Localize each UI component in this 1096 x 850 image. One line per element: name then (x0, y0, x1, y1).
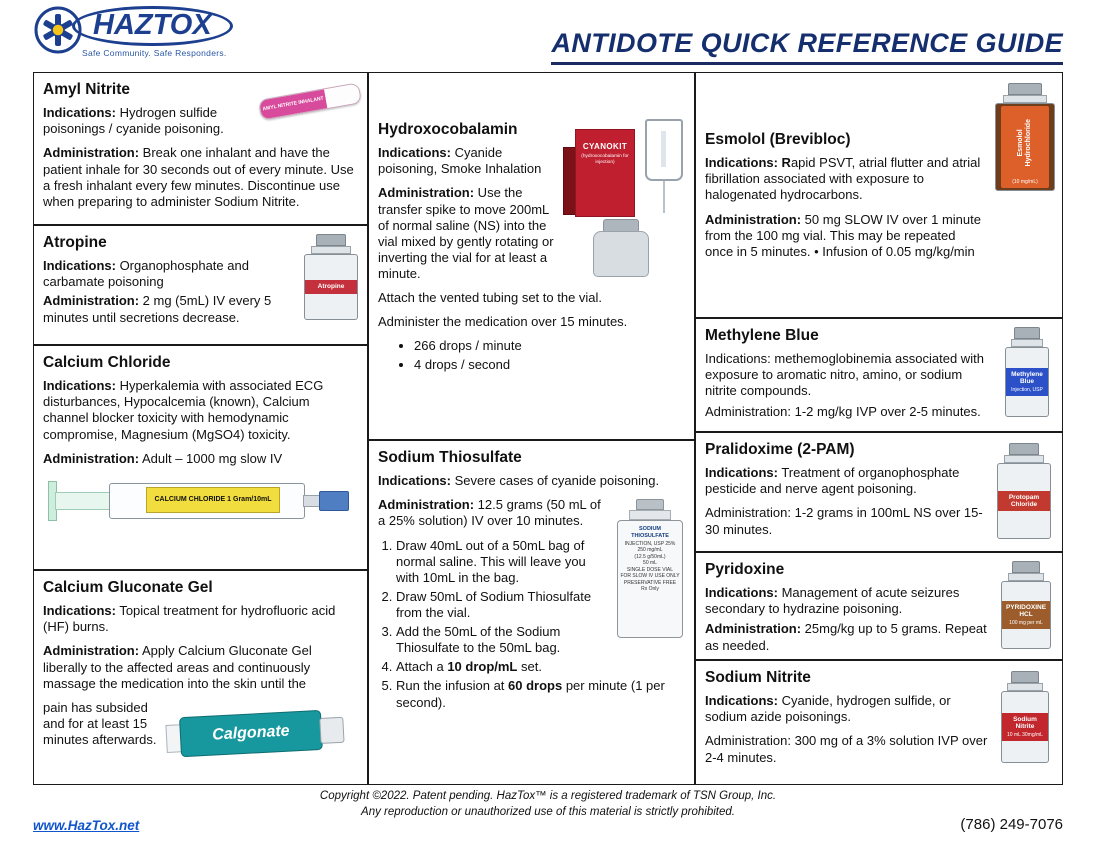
kit-box (575, 129, 635, 217)
iv-bag (645, 119, 683, 181)
vial-neck (311, 246, 350, 254)
vial-shape (998, 443, 1050, 539)
card-methylene-blue (695, 318, 1063, 432)
vial-label (305, 280, 357, 293)
calcium-chloride-image (48, 475, 353, 527)
card-atropine (33, 225, 368, 345)
vial-label-text: Sodium Nitrite (1013, 715, 1037, 731)
text-segment: Add the 50mL of the Sodium Thiosulfate to the 50mL bag. (396, 624, 561, 656)
tube-label: Calgonate (179, 710, 323, 757)
hydroxocobalamin-image (563, 119, 685, 279)
bullets-list (414, 338, 685, 373)
text-segment: Adult – 1000 mg slow IV (139, 450, 283, 466)
vial-label-text: Esmolol Hydrochloride (1016, 119, 1032, 168)
atropine-image (305, 234, 357, 320)
vial-label-line: PRESERVATIVE FREE (623, 579, 677, 586)
calcium-gluconate-gel-image (166, 708, 358, 760)
vial-body (304, 254, 358, 320)
vial-cap (1011, 671, 1038, 683)
text-segment: Administration: (43, 450, 140, 466)
vial-neck (1007, 683, 1042, 691)
text-segment: Topical treatment for hydrofluoric acid (HF) burns. (43, 603, 336, 635)
card-text (43, 293, 280, 325)
iv-bag-fluid (661, 131, 666, 167)
copyright-line2: Any reproduction or unauthorized use of this material is strictly prohibited. (361, 805, 735, 818)
text-segment: Indications: (43, 378, 116, 394)
card-text (705, 465, 987, 497)
vial-neck (1008, 573, 1045, 581)
vial-label (1002, 713, 1048, 741)
website-link[interactable]: www.HazTox.net (33, 818, 140, 833)
text-segment: Indications: (705, 693, 778, 709)
vial-label (1001, 106, 1049, 188)
card-title: Methylene Blue (705, 327, 819, 344)
text-segment: Indications: methemoglobinemia associated with exposure to aromatic nitro, amino, or sodium nitrite compounds. (705, 351, 984, 399)
vial-cap (1012, 561, 1040, 573)
list-item (396, 678, 685, 710)
vial-cap (636, 499, 664, 510)
text-segment: Attach the vented tubing set to the vial. (378, 290, 603, 306)
vial-label-text: Protopam Chloride (1008, 493, 1040, 508)
vial-body (1005, 347, 1049, 417)
text-segment: Indications: (43, 603, 116, 619)
card-text (43, 258, 280, 290)
pyridoxine-image (1002, 561, 1050, 649)
card-title: Sodium Thiosulfate (378, 449, 522, 466)
text-segment: 266 drops / minute (414, 338, 522, 354)
card-text (705, 505, 987, 537)
vial-neck (1003, 95, 1047, 103)
vial-label-title: SODIUM THIOSULFATE (631, 526, 669, 539)
text-segment: 2 mg (5mL) IV every 5 minutes until secretions decrease. (43, 293, 272, 325)
text-segment: Administration: (378, 185, 475, 201)
card-text (43, 603, 358, 635)
card-text (43, 643, 358, 691)
text-segment: Indications: R (705, 155, 791, 171)
text-segment: 60 drops (508, 678, 563, 694)
vial-label-line: (12.5 g/50mL) (634, 553, 666, 560)
antidote-grid (33, 72, 1063, 785)
card-text (705, 621, 991, 653)
list-item (396, 659, 685, 675)
text-segment: Administer the medication over 15 minutes. (378, 314, 628, 330)
card-text (705, 155, 981, 203)
text-segment: Treatment of organophosphate pesticide and nerve agent poisoning. (705, 465, 960, 497)
inhalant-body (324, 83, 361, 108)
footer-copyright (0, 789, 1096, 820)
card-sodium-thiosulfate (368, 440, 695, 785)
column-middle (368, 72, 695, 785)
sy-rod (55, 492, 111, 510)
vial-body (1001, 691, 1049, 763)
tall-vial-shape (615, 499, 685, 638)
card-amyl-nitrite (33, 72, 368, 225)
vial-label (1002, 601, 1050, 629)
methylene-blue-image (1006, 327, 1048, 417)
text-segment: Use the transfer spike to move 200mL of normal saline (NS) into the vial mixed by gently rotating or inverting the vial for at least a minute. (378, 185, 554, 281)
vial-label-line: INJECTION, USP 25% (624, 540, 676, 547)
tube-shape (165, 703, 359, 765)
text-segment: Severe cases of cyanide poisoning. (450, 473, 660, 489)
vial-label (998, 491, 1050, 512)
vial-body (997, 463, 1051, 539)
card-calcium-gluconate-gel (33, 570, 368, 785)
text-segment: Hyperkalemia with associated ECG disturbances, Hypocalcemia (known), Calcium channel blocker toxicity with hemodynamic compromise, Magnesium (MgSO4) toxicity. (43, 378, 324, 442)
card-title: Hydroxocobalamin (378, 121, 518, 138)
vial-label (1006, 368, 1048, 396)
card-text (43, 378, 358, 442)
inhalant-label: AMYL NITRITE INHALANT (259, 89, 327, 119)
card-title: Calcium Gluconate Gel (43, 579, 213, 596)
text-segment: Administration: 1-2 mg/kg IVP over 2-5 minutes. (705, 403, 981, 419)
vial-label-text: Methylene Blue (1011, 370, 1043, 386)
card-text (43, 105, 254, 137)
vial-label-text: Atropine (317, 283, 345, 291)
vial-sub-text: Injection, USP (1011, 386, 1043, 393)
vial-body (1001, 581, 1051, 649)
text-segment: Administration: (705, 621, 802, 637)
vial-shape (1002, 671, 1048, 763)
tube-cap (319, 716, 344, 743)
vial-sub-text: (10 mg/mL) (1012, 178, 1038, 185)
card-esmolol-brevibloc (695, 72, 1063, 318)
text-segment: Cyanide poisoning, Smoke Inhalation (378, 145, 542, 177)
syringe-label: CALCIUM CHLORIDE 1 Gram/10mL (146, 487, 280, 513)
kit-sub-label: (hydroxocobalamin for injection) (581, 153, 629, 165)
text-segment: 50 mg SLOW IV over 1 minute from the 100 mg vial. This may be repeated once in 5 minutes. • Infusion of 0.05 mg/kg/min (705, 211, 981, 259)
kit-label: CYANOKIT (582, 142, 628, 151)
card-calcium-chloride (33, 345, 368, 570)
text-segment: Attach a (396, 659, 448, 675)
vial-neck (1004, 455, 1043, 463)
text-segment: 4 drops / second (414, 357, 511, 373)
text-segment: Draw 40mL out of a 50mL bag of normal saline. This will leave you with 10mL in the bag. (396, 537, 586, 585)
card-text (705, 693, 991, 725)
sodium-thiosulfate-image (615, 499, 685, 638)
card-pralidoxime-2-pam (695, 432, 1063, 552)
copyright-line1: Copyright ©2022. Patent pending. HazTox™ is a registered trademark of TSN Group, Inc. (319, 790, 777, 802)
vial-label-line: FOR SLOW IV USE ONLY (620, 573, 680, 580)
vial-shape (1006, 327, 1048, 417)
vial-sub-text: 10 mL 30mg/mL (1007, 731, 1043, 738)
card-sodium-nitrite (695, 660, 1063, 785)
text-segment: per minute (1 per second). (396, 678, 665, 710)
vial-neck (629, 510, 671, 520)
vial-body (995, 103, 1055, 191)
phone-number: (786) 249-7076 (960, 816, 1063, 833)
text-segment: Administration: (378, 497, 475, 513)
card-title: Atropine (43, 234, 107, 251)
vial-label-line: 50 mL (643, 560, 657, 567)
vial-cap (1008, 83, 1042, 95)
logo-main (72, 6, 233, 58)
page-title: ANTIDOTE QUICK REFERENCE GUIDE (551, 28, 1063, 65)
card-title: Esmolol (Brevibloc) (705, 131, 851, 148)
text-segment: Administration: (43, 145, 140, 161)
card-text (705, 585, 991, 617)
vial-shape (996, 83, 1054, 191)
card-text (705, 212, 981, 260)
logo-text: HAZTOX (72, 6, 233, 46)
text-segment: Administration: (43, 293, 140, 309)
text-segment: Break one inhalant and have the patient inhale for 30 seconds out of every minute. Use a fresh inhalant every few minutes. Discontinue use when preparing to administer Sodium Nitrite. (43, 145, 354, 209)
text-segment: Hydrogen sulfide poisonings / cyanide poisoning. (43, 105, 224, 137)
text-segment: Indications: (43, 258, 116, 274)
card-title: Sodium Nitrite (705, 669, 811, 686)
text-segment: Administration: (43, 643, 140, 659)
vial-cap (1014, 327, 1039, 339)
text-segment: Organophosphate and carbamate poisoning (43, 258, 249, 290)
vial-label (617, 520, 683, 638)
vial-label-text: PYRIDOXINE HCL (1005, 603, 1047, 619)
esmolol-brevibloc-image (996, 83, 1054, 191)
card-text (378, 314, 685, 330)
card-text (705, 404, 991, 420)
text-segment: Apply Calcium Gluconate Gel liberally to the affected areas and continuously massage the medication into the skin until the (43, 643, 312, 691)
list-item (414, 338, 685, 354)
text-segment: set. (517, 659, 542, 675)
kit-vial (593, 231, 649, 277)
vial-cap (316, 234, 347, 246)
card-title: Pralidoxime (2-PAM) (705, 441, 855, 458)
text-segment: Run the infusion at (396, 678, 509, 694)
column-right (695, 72, 1063, 785)
header (0, 0, 1096, 72)
text-segment: Indications: (378, 473, 451, 489)
vial-shape (305, 234, 357, 320)
text-segment: Administration: 1-2 grams in 100mL NS over 15-30 minutes. (705, 505, 983, 537)
text-segment: Indications: (378, 145, 451, 161)
amyl-nitrite-image (259, 91, 365, 123)
text-segment: apid PSVT, atrial flutter and atrial fibrillation associated with exposure to halogenated hydrocarbons. (705, 155, 981, 203)
logo-tagline: Safe Community. Safe Responders. (82, 48, 227, 59)
vial-label-line: SINGLE DOSE VIAL (626, 566, 674, 573)
card-title: Pyridoxine (705, 561, 785, 578)
card-hydroxocobalamin (368, 72, 695, 440)
card-text (43, 451, 358, 467)
text-segment: Administration: (705, 211, 802, 227)
text-segment: Indications: (705, 465, 778, 481)
text-segment: Administration: 300 mg of a 3% solution IVP over 2-4 minutes. (705, 733, 988, 765)
cyanokit-shape (563, 119, 685, 279)
text-segment: Indications: (43, 105, 116, 121)
list-item (414, 357, 685, 373)
vial-sub-text: 100 mg per mL (1009, 619, 1043, 626)
vial-cap (1009, 443, 1040, 455)
text-segment: 12.5 grams (50 mL of a 25% solution) IV over 10 minutes. (378, 497, 601, 529)
vial-neck (1011, 339, 1043, 347)
vial-label-line: Rx Only (641, 586, 659, 593)
syringe-shape (48, 475, 353, 527)
haztox-logo (34, 6, 233, 58)
card-title: Calcium Chloride (43, 354, 171, 371)
card-text (705, 351, 991, 399)
sy-cap (319, 491, 349, 511)
iv-line (663, 181, 665, 213)
vial-label-line: 250 mg/mL (637, 547, 663, 554)
card-title: Amyl Nitrite (43, 81, 130, 98)
card-text (705, 733, 991, 765)
text-segment: Draw 50mL of Sodium Thiosulfate from the vial. (396, 588, 592, 620)
card-text (378, 473, 685, 489)
column-left (33, 72, 368, 785)
vial-shape (1002, 561, 1050, 649)
text-segment: Indications: (705, 585, 778, 601)
sodium-nitrite-image (1002, 671, 1048, 763)
card-pyridoxine (695, 552, 1063, 660)
text-segment: 10 drop/mL (447, 659, 518, 675)
text-segment: Management of acute seizures secondary to hydrazine poisoning. (705, 585, 960, 617)
card-text (378, 290, 685, 306)
card-text (43, 145, 358, 209)
text-segment: Cyanide, hydrogen sulfide, or sodium azide poisonings. (705, 693, 951, 725)
text-segment: 25mg/kg up to 5 grams. Repeat as needed. (705, 621, 987, 653)
text-segment: pain has subsided and for at least 15 minutes afterwards. (43, 699, 157, 747)
pralidoxime-2-pam-image (998, 443, 1050, 539)
